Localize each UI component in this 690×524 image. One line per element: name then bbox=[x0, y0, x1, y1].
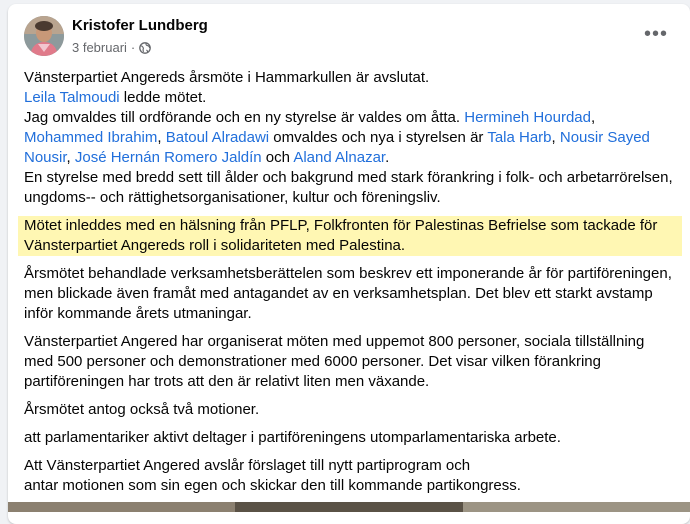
more-options-button[interactable] bbox=[642, 20, 670, 48]
text-fragment: Jag omvaldes till ordförande och en ny styrelse är valdes om åtta. bbox=[24, 109, 465, 126]
text-fragment: , bbox=[551, 129, 560, 146]
more-options-icon: ••• bbox=[643, 22, 668, 45]
post-paragraph-6: att parlamentariker aktivt deltager i partiföreningens utomparlamentariska arbete. bbox=[24, 429, 561, 446]
mention-aland-alnazar[interactable]: Aland Alnazar bbox=[293, 149, 386, 166]
post-header bbox=[24, 16, 674, 60]
mention-hermineh-hourdad[interactable]: Hermineh Hourdad bbox=[464, 109, 591, 126]
text-fragment: , bbox=[66, 149, 75, 166]
text-line: Vänsterpartiet Angereds årsmöte i Hammarkullen är avslutat. bbox=[24, 69, 430, 86]
text-fragment: . bbox=[385, 149, 390, 166]
text-fragment: ledde mötet. bbox=[119, 89, 207, 106]
author-name[interactable]: Kristofer Lundberg bbox=[72, 17, 208, 34]
meta-separator: · bbox=[130, 40, 136, 55]
avatar[interactable] bbox=[24, 16, 64, 56]
text-line: Att Vänsterpartiet Angered avslår förslaget till nytt partiprogram och bbox=[24, 457, 471, 474]
post-paragraph-1 bbox=[24, 68, 676, 208]
text-fragment: , bbox=[590, 109, 596, 126]
post-paragraph-7 bbox=[24, 456, 676, 496]
post-paragraph-5: Årsmötet antog också två motioner. bbox=[24, 401, 260, 418]
mention-leila-talmoudi[interactable]: Leila Talmoudi bbox=[24, 89, 120, 106]
text-fragment: och bbox=[261, 149, 294, 166]
post-paragraph-3: Årsmötet behandlade verksamhetsberättelen som beskrev ett imponerande år för partiföreningen, men blickade även framåt med antagandet av en verksamhetsplan. Det blev ett starkt avstamp inför kommande årets utmaningar. bbox=[24, 265, 672, 322]
mention-mohammed-ibrahim[interactable]: Mohammed Ibrahim bbox=[24, 129, 158, 146]
post-card bbox=[8, 4, 690, 524]
text-line: En styrelse med bredd sett till ålder och bakgrund med stark förankring i folk- och arbetarrörelsen, ungdoms-- och rättighetsorganisationer, kultur och föreningsliv. bbox=[24, 169, 673, 206]
text-fragment: , bbox=[157, 129, 166, 146]
post-date[interactable]: 3 februari bbox=[72, 40, 127, 55]
globe-icon bbox=[139, 42, 151, 54]
text-line bbox=[24, 108, 676, 168]
user-avatar-icon bbox=[24, 16, 64, 56]
highlighted-paragraph: Mötet inleddes med en hälsning från PFLP, Folkfronten för Palestinas Befrielse som tackade för Vänsterpartiet Angereds roll i solidariteten med Palestina. bbox=[18, 216, 682, 256]
mention-batoul-alradawi[interactable]: Batoul Alradawi bbox=[165, 129, 270, 146]
text-fragment: omvaldes och nya i styrelsen är bbox=[269, 129, 488, 146]
post-paragraph-4: Vänsterpartiet Angered har organiserat möten med uppemot 800 personer, sociala tillställning med 500 personer och demonstrationer med 6000 personer. Det visar vilken förankring partiföreningen har trots att den är relativt liten men växande. bbox=[24, 333, 645, 390]
text-line bbox=[24, 88, 676, 108]
mention-nousir-sayed-nousir[interactable]: Nousir Sayed Nousir bbox=[24, 129, 650, 166]
mention-tala-harb[interactable]: Tala Harb bbox=[487, 129, 552, 146]
post-meta bbox=[72, 40, 151, 55]
post-body bbox=[24, 68, 676, 504]
mention-jose-hernan-romero-jaldin[interactable]: José Hernán Romero Jaldín bbox=[74, 149, 262, 166]
text-line: antar motionen som sin egen och skickar den till kommande partikongress. bbox=[24, 477, 521, 494]
